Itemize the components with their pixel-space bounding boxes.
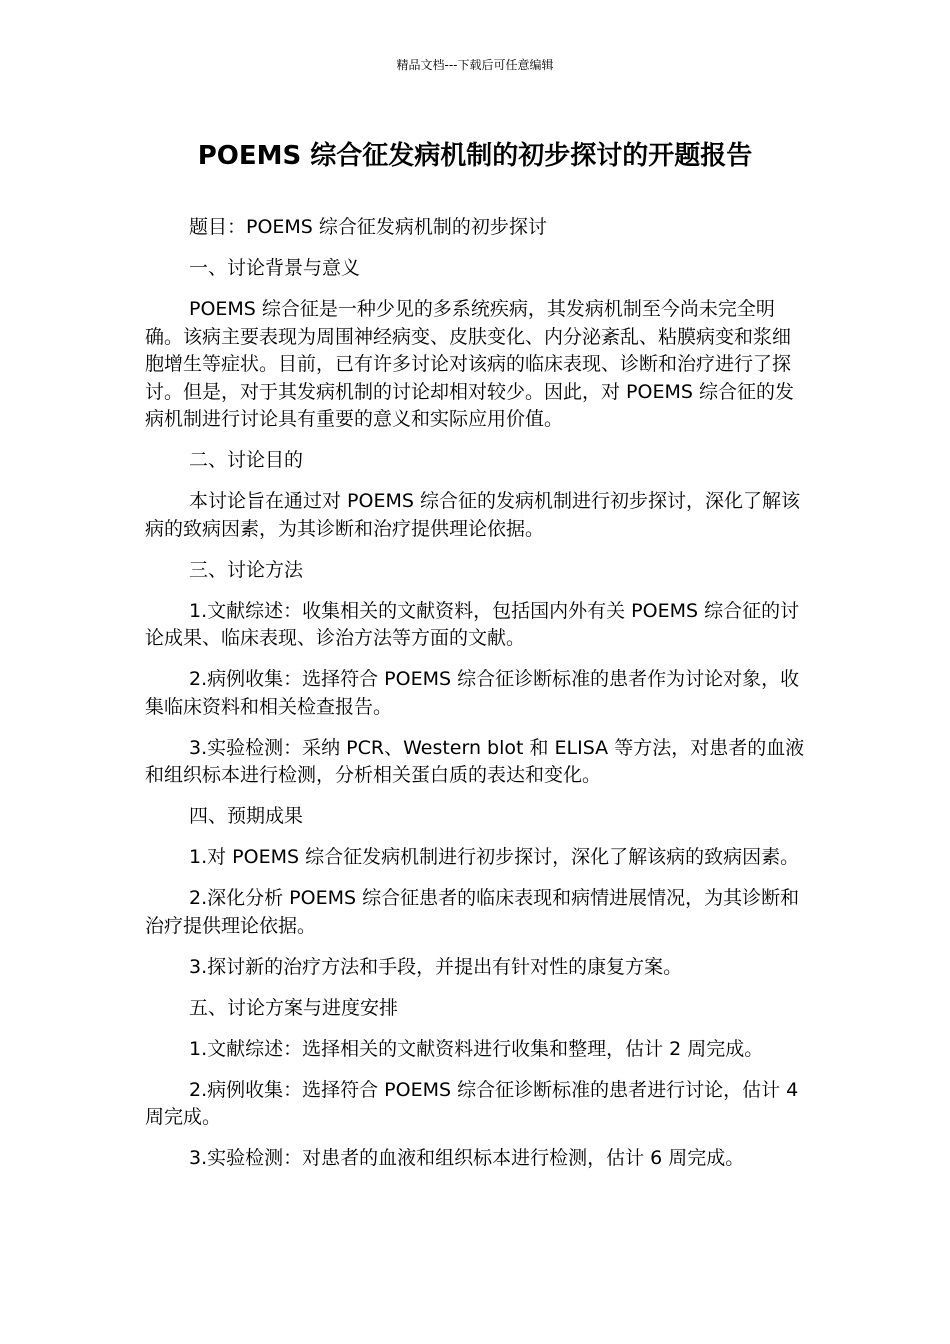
section-heading-methods: 三、讨论方法	[189, 558, 304, 581]
section-heading-background: 一、讨论背景与意义	[189, 257, 361, 279]
background-paragraph: POEMS 综合征是一种少见的多系统疾病，其发病机制至今尚未完全明确。该病主要表现为周围神经病变、皮肤变化、内分泌紊乱、粘膜病变和浆细胞增生等症状。目前，已有许多讨论对该病的临床表现、诊断和治疗进行了探讨。但是，对于其发病机制的讨论却相对较少。因此，对 POEMS 综合征的发病机制进行讨论具有重要的意义和实际应用价值。	[145, 298, 794, 430]
outcome-item: 3.探讨新的治疗方法和手段，并提出有针对性的康复方案。	[189, 955, 683, 978]
document-title: POEMS 综合征发病机制的初步探讨的开题报告	[197, 141, 753, 171]
schedule-item: 2.病例收集：选择符合 POEMS 综合征诊断标准的患者进行讨论，估计 4 周完成。	[145, 1078, 799, 1128]
subject-line: 题目：POEMS 综合征发病机制的初步探讨	[189, 216, 547, 238]
outcome-item: 1.对 POEMS 综合征发病机制进行初步探讨，深化了解该病的致病因素。	[189, 846, 800, 868]
purpose-paragraph: 本讨论旨在通过对 POEMS 综合征的发病机制进行初步探讨，深化了解该病的致病因素，为其诊断和治疗提供理论依据。	[145, 490, 800, 540]
outcome-item: 2.深化分析 POEMS 综合征患者的临床表现和病情进展情况，为其诊断和治疗提供理论依据。	[145, 887, 800, 937]
schedule-item: 1.文献综述：选择相关的文献资料进行收集和整理，估计 2 周完成。	[189, 1037, 764, 1060]
section-heading-purpose: 二、讨论目的	[189, 449, 304, 471]
method-item: 2.病例收集：选择符合 POEMS 综合征诊断标准的患者作为讨论对象，收集临床资料和相关检查报告。	[145, 668, 800, 718]
section-heading-schedule: 五、讨论方案与进度安排	[189, 996, 399, 1019]
method-item: 1.文献综述：收集相关的文献资料，包括国内外有关 POEMS 综合征的讨论成果、临床表现、诊治方法等方面的文献。	[145, 599, 800, 649]
section-heading-outcomes: 四、预期成果	[189, 805, 304, 827]
page-header: 精品文档---下载后可任意编辑	[396, 58, 554, 72]
document-body	[145, 214, 809, 1186]
method-item: 3.实验检测：采纳 PCR、Western blot 和 ELISA 等方法，对患者的血液和组织标本进行检测，分析相关蛋白质的表达和变化。	[145, 736, 805, 786]
schedule-item: 3.实验检测：对患者的血液和组织标本进行检测，估计 6 周完成。	[189, 1147, 745, 1169]
